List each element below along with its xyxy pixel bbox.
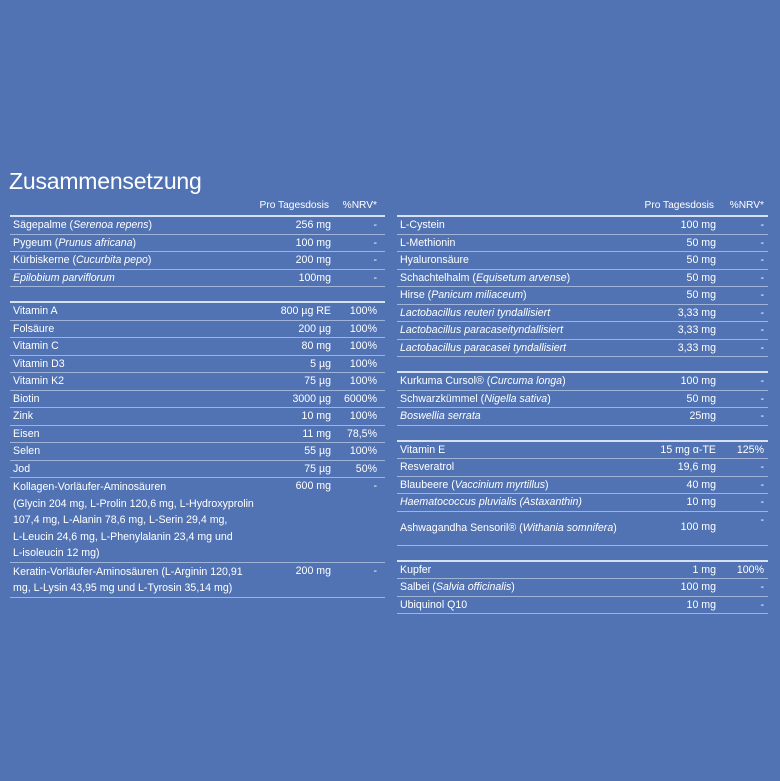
ingredient-name-line: Kollagen-Vorläufer-Aminosäuren [13,481,167,493]
ingredient-latin-name: Prunus africana [58,236,133,249]
nrv-percent: 100% [349,357,377,370]
ingredient-row [10,461,385,479]
daily-dose: 256 mg [295,219,331,231]
ingredient-name-line: Keratin-Vorläufer-Aminosäuren (L-Arginin 120,91 [13,565,243,578]
right-groups [397,215,768,614]
ingredient-row [397,322,768,340]
daily-dose: 75 µg [304,462,331,475]
ingredient-name [10,408,283,425]
daily-dose: 3,33 mg [677,324,716,336]
ingredient-name-line: Folsäure [13,322,55,335]
daily-dose: 200 µg [298,322,331,335]
ingredient-row [397,270,768,288]
ingredient-row [397,459,768,477]
daily-dose: 50 mg [686,254,716,266]
group-spacer [10,287,385,301]
nrv-percent: - [760,513,764,526]
nrv-percent: - [760,581,764,593]
ingredient-group [397,215,768,357]
ingredient-name-line: L-isoleucin 12 mg) [13,547,100,559]
daily-dose: 100 mg [680,581,716,593]
ingredient-row [397,442,768,460]
daily-dose: 3000 µg [292,392,331,405]
ingredient-paren-close: ) [511,581,515,593]
ingredient-name [397,494,655,511]
ingredient-row [397,235,768,253]
ingredient-name [10,426,283,443]
ingredient-row [10,426,385,444]
daily-dose: 1 mg [692,563,716,576]
ingredient-group [397,560,768,615]
ingredient-latin-name: Lactobacillus paracaseityndallisiert [400,324,564,336]
daily-dose: 75 µg [304,375,331,387]
daily-dose: 100mg [298,271,331,284]
ingredient-name-line: L-Cystein [400,219,445,231]
dose-column-header: Pro Tagesdosis [644,200,714,211]
ingredient-name [397,322,655,339]
nrv-percent: - [760,289,764,301]
ingredient-name-line: Resveratrol [400,461,455,473]
ingredient-name-line: Ubiquinol Q10 [400,598,468,611]
ingredient-name [10,217,283,234]
ingredient-common-name: Pygeum ( [13,236,59,249]
ingredient-row [10,252,385,270]
nrv-percent: - [760,375,764,387]
ingredient-latin-name: Boswellia serrata [400,410,481,422]
nrv-percent: - [760,236,764,249]
ingredient-group [397,371,768,426]
ingredient-row [10,443,385,461]
ingredient-latin-name: Nigella sativa [484,392,548,405]
daily-dose: 10 mg [301,410,331,422]
ingredient-latin-name: Serenoa repens [73,219,149,231]
ingredient-name-line: Jod [13,462,31,475]
ingredient-name [397,562,655,579]
daily-dose: 19,6 mg [677,461,716,473]
daily-dose: 200 mg [295,564,331,577]
composition-table-left [10,200,385,598]
ingredient-name-line: Vitamin C [13,340,59,352]
ingredient-name [397,270,655,287]
ingredient-name-line: Vitamin K2 [13,375,65,387]
ingredient-common-name: Ashwagandha Sensoril® ( [400,521,523,534]
ingredient-name [397,477,655,494]
ingredient-latin-name: Vaccinium myrtillus [454,478,546,491]
ingredient-row [10,391,385,409]
ingredient-latin-name: Cucurbita pepo [76,254,148,266]
ingredient-row [397,597,768,615]
ingredient-name [10,461,283,478]
daily-dose: 100 mg [680,219,716,231]
nrv-percent: 100% [349,445,377,457]
nrv-percent: 100% [349,340,377,352]
ingredient-row [10,217,385,235]
nrv-percent: - [760,496,764,508]
ingredient-name-line: Eisen [13,427,40,440]
ingredient-common-name: Kürbiskerne ( [13,254,76,266]
daily-dose: 100 mg [680,520,716,533]
ingredient-name [10,338,283,355]
ingredient-row [397,391,768,409]
daily-dose: 3,33 mg [677,341,716,354]
ingredient-common-name: Hirse ( [400,289,432,301]
group-spacer [397,357,768,371]
ingredient-row [10,338,385,356]
ingredient-row [397,512,768,546]
nrv-column-header: %NRV* [729,200,764,211]
daily-dose: 3,33 mg [677,306,716,319]
ingredient-group [10,215,385,287]
ingredient-name [397,459,655,476]
group-spacer [397,546,768,560]
nrv-percent: - [760,219,764,231]
dose-column-header: Pro Tagesdosis [259,200,329,211]
nrv-percent: - [760,341,764,354]
ingredient-common-name: Schachtelhalm ( [400,271,476,284]
ingredient-paren-close: ) [545,478,549,491]
ingredient-group [397,440,768,546]
ingredient-name [397,235,655,252]
ingredient-name [397,217,655,234]
left-groups [10,215,385,598]
table-header [10,200,385,215]
ingredient-latin-name: Salvia officinalis [435,581,512,593]
nrv-percent: 100% [349,322,377,335]
ingredient-row [10,321,385,339]
ingredient-name-line: L-Methionin [400,236,456,249]
ingredient-row [10,408,385,426]
nrv-percent: - [760,478,764,491]
ingredient-row [397,340,768,358]
ingredient-name-line: Biotin [13,392,40,405]
nrv-percent: - [373,480,377,492]
ingredient-name-line: mg, L-Lysin 43,95 mg und L-Tyrosin 35,14 mg) [13,582,233,594]
ingredient-paren-close: ) [523,289,527,301]
ingredient-row [10,478,385,563]
ingredient-paren-close: ) [147,254,152,266]
ingredient-row [397,287,768,305]
ingredient-name-line: Vitamin D3 [13,357,65,370]
ingredient-row [397,579,768,597]
ingredient-common-name: Schwarzkümmel ( [400,392,485,405]
daily-dose: 25mg [689,410,716,422]
daily-dose: 50 mg [686,271,716,284]
ingredient-row [10,270,385,288]
daily-dose: 15 mg α-TE [660,443,716,456]
nrv-percent: - [760,254,764,266]
ingredient-latin-name: Equisetum arvense [475,271,567,284]
ingredient-name-line: Vitamin E [400,443,446,456]
daily-dose: 50 mg [686,236,716,249]
ingredient-paren-close: ) [566,271,571,284]
nrv-percent: - [760,324,764,336]
ingredient-common-name: Salbei ( [400,581,436,593]
ingredient-row [397,217,768,235]
nrv-percent: - [373,271,377,284]
nrv-percent: 78,5% [346,427,377,440]
daily-dose: 100 mg [295,236,331,249]
ingredient-name [10,478,283,562]
ingredient-name [397,408,655,425]
ingredient-row [10,563,385,598]
page-title: Zusammensetzung [9,168,202,194]
ingredient-name [397,597,655,614]
daily-dose: 200 mg [295,254,331,266]
ingredient-name-line: Zink [13,410,34,422]
ingredient-common-name: Kurkuma Cursol® ( [400,375,491,387]
daily-dose: 80 mg [301,340,331,352]
daily-dose: 11 mg [302,427,331,440]
ingredient-row [397,477,768,495]
daily-dose: 10 mg [686,496,716,508]
nrv-percent: - [373,236,377,249]
nrv-percent: - [760,410,764,422]
ingredient-name-line: Vitamin A [13,305,58,317]
nrv-percent: - [760,271,764,284]
ingredient-row [397,305,768,323]
nrv-percent: 100% [349,410,377,422]
ingredient-name-line: Selen [13,445,41,457]
ingredient-name-line: L-Leucin 24,6 mg, L-Phenylalanin 23,4 mg und [13,530,233,543]
ingredient-latin-name: Panicum miliaceum [431,289,524,301]
group-spacer [397,426,768,440]
nrv-percent: - [373,254,377,266]
daily-dose: 55 µg [304,445,331,457]
ingredient-latin-name: Lactobacillus reuteri tyndallisiert [400,306,551,319]
ingredient-row [10,303,385,321]
daily-dose: 40 mg [686,478,716,491]
ingredient-row [397,562,768,580]
nrv-percent: - [760,306,764,319]
ingredient-group [10,301,385,598]
ingredient-paren-close: ) [547,392,551,405]
ingredient-name [397,373,655,390]
ingredient-name [397,442,655,459]
nrv-percent: - [760,461,764,473]
table-header [397,200,768,215]
ingredient-row [10,373,385,391]
ingredient-common-name: Sägepalme ( [13,219,74,231]
ingredient-row [397,373,768,391]
ingredient-name [10,391,283,408]
nrv-percent: 6000% [344,392,377,405]
ingredient-paren-close: ) [613,521,617,534]
ingredient-name [10,563,283,597]
daily-dose: 50 mg [686,392,716,405]
ingredient-name-line: (Glycin 204 mg, L-Prolin 120,6 mg, L-Hydroxyprolin [13,497,254,510]
nrv-column-header: %NRV* [342,200,377,211]
ingredient-name [397,305,655,322]
ingredient-name [10,373,283,390]
daily-dose: 800 µg RE [280,305,331,317]
ingredient-row [397,408,768,426]
daily-dose: 5 µg [310,357,331,370]
daily-dose: 600 mg [295,480,331,492]
ingredient-name [397,287,655,304]
ingredient-name-line: Kupfer [400,563,432,576]
daily-dose: 100 mg [680,375,716,387]
ingredient-latin-name: Curcuma longa [490,375,563,387]
ingredient-name [10,303,283,320]
nrv-percent: 100% [736,563,764,576]
daily-dose: 10 mg [686,598,716,611]
ingredient-name [10,270,283,287]
ingredient-paren-close: ) [132,236,137,249]
ingredient-name [397,252,655,269]
daily-dose: 50 mg [686,289,716,301]
ingredient-name-line: 107,4 mg, L-Alanin 78,6 mg, L-Serin 29,4 mg, [13,514,228,526]
ingredient-name [10,356,283,373]
ingredient-latin-name: Epilobium parviflorum [13,271,115,284]
ingredient-name [397,340,655,357]
ingredient-name [10,443,283,460]
ingredient-name [10,235,283,252]
ingredient-paren-close: ) [562,375,566,387]
nrv-percent: 100% [349,305,377,317]
ingredient-name-line: Hyaluronsäure [400,254,469,266]
nrv-percent: 50% [355,462,377,475]
ingredient-paren-close: ) [148,219,152,231]
ingredient-name [397,512,655,537]
ingredient-row [397,252,768,270]
nrv-percent: 125% [736,443,764,456]
nrv-percent: - [373,219,377,231]
nrv-percent: - [760,598,764,611]
ingredient-row [10,356,385,374]
nrv-percent: - [760,392,764,405]
ingredient-name [10,321,283,338]
nrv-percent: 100% [349,375,377,387]
ingredient-name [397,391,655,408]
composition-table-right [397,200,768,614]
ingredient-row [10,235,385,253]
ingredient-latin-name: Withania somnifera [522,521,614,534]
ingredient-row [397,494,768,512]
nrv-percent: - [373,564,377,577]
ingredient-latin-name: Lactobacillus paracasei tyndallisiert [400,341,567,354]
ingredient-name [10,252,283,269]
ingredient-name [397,579,655,596]
ingredient-latin-name: Haematococcus pluvialis (Astaxanthin) [400,496,582,508]
ingredient-common-name: Blaubeere ( [400,478,455,491]
